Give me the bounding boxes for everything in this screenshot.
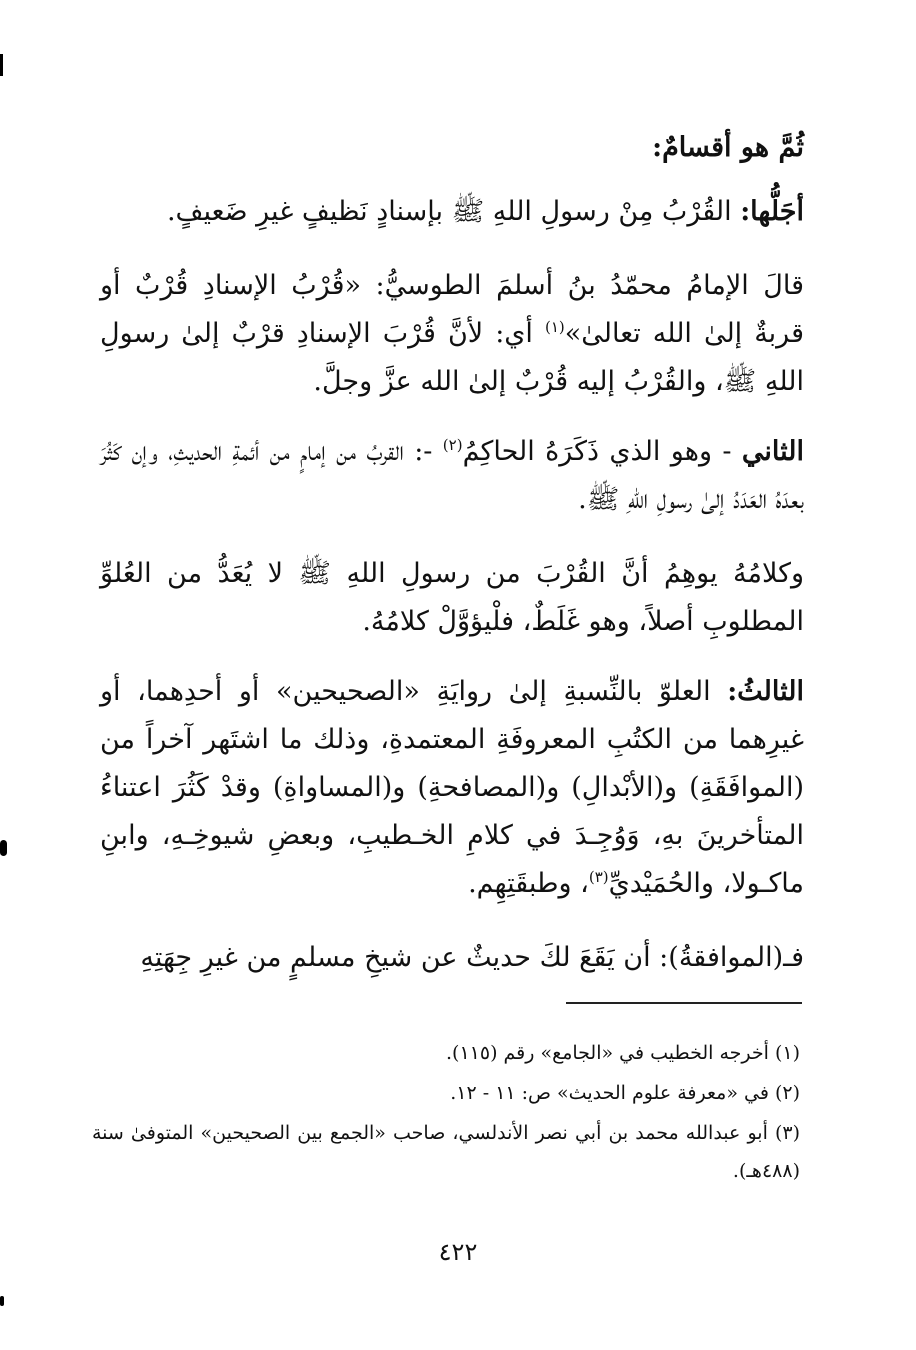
- footnote-2: (٢) في «معرفة علوم الحديث» ص: ١١ - ١٢.: [450, 1082, 800, 1104]
- section1-lead: أجَلُّها:: [740, 196, 804, 227]
- footnote-ref-3: (٣): [588, 868, 609, 886]
- section1-text: القُرْبُ مِنْ رسولِ اللهِ ﷺ بإسنادٍ نَظيفٍ غيرِ ضَعيفٍ.: [166, 196, 732, 227]
- last-text: فـ(الموافقةُ): أن يَقَعَ لكَ حديثٌ عن شيخِ مسلمٍ من غيرِ جِهَتِهِ: [140, 942, 804, 973]
- section3-text-2: ، وطبقَتِهِم.: [468, 868, 589, 899]
- section2-text-2: -: القربُ من إمامٍ من أئمةِ الحديثِ، وإن كَثُرَ بعدَهُ العَدَدُ إلىٰ رسولِ اللهِ ﷺ.: [100, 436, 804, 515]
- heading-text: ثُمَّ هو أقسامٌ:: [652, 132, 804, 163]
- paragraph-quote: [100, 262, 804, 406]
- footnote-1: (١) أخرجه الخطيب في «الجامع» رقم (١١٥).: [445, 1042, 800, 1064]
- footnote-3: (٣) أبو عبدالله محمد بن أبي نصر الأندلسي، صاحب «الجمع بين الصحيحين» المتوفىٰ سنة (٤٨٨هـ).: [92, 1122, 800, 1182]
- margin-scan-mark-middle: [0, 840, 7, 856]
- section3-text-1: العلوّ بالنِّسبةِ إلىٰ روايَةِ «الصحيحين» أو أحدِهما، أو غيرِهما من الكتُبِ المعروفَةِ المعتمدةِ، وذلك ما اشتَهر آخراً من (الموافَقَةِ) و(الأبْدالِ) و(المصافحةِ) و(المساواةِ) وقدْ كَثُرَ اعتناءُ المتأخرينَ بهِ، وَوُجِـدَ في كلامِ الخـطيبِ، وبعضِ شيوخِـهِ، وابنِ ماكـولا، والحُمَيْديِّ: [100, 676, 804, 899]
- section3-lead: الثالثُ:: [727, 676, 804, 707]
- footnote-ref-1: (١): [544, 318, 565, 336]
- section-heading: [100, 124, 804, 172]
- paragraph-section1: [100, 188, 804, 236]
- paragraph-last: [100, 934, 804, 982]
- quote-text-2: أي: لأنَّ قُرْبَ الإسنادِ قرْبٌ إلىٰ رسولِ اللهِ ﷺ، والقُرْبُ إليه قُرْبٌ إلىٰ الله عزَّ وجلَّ.: [100, 318, 804, 397]
- paragraph-note: [100, 550, 804, 646]
- paragraph-section3: [100, 668, 804, 908]
- quote-text-1: قالَ الإمامُ محمّدُ بنُ أسلمَ الطوسيُّ: «قُرْبُ الإسنادِ قُرْبٌ أو قربةٌ إلىٰ الله تعالىٰ»: [100, 270, 804, 349]
- footnote-divider: [566, 1002, 802, 1004]
- paragraph-section2: [100, 428, 804, 524]
- section2-lead: الثاني: [741, 436, 804, 467]
- section2-text-1: - وهو الذي ذَكَرَهُ الحاكِمُ: [462, 436, 732, 467]
- page-number: ٤٢٢: [438, 1238, 478, 1266]
- margin-scan-mark-top: [0, 54, 3, 76]
- margin-scan-mark-bottom: [0, 1296, 4, 1306]
- footnote-ref-2: (٢): [442, 436, 463, 454]
- note-text: وكلامُهُ يوهِمُ أنَّ القُرْبَ من رسولِ اللهِ ﷺ لا يُعَدُّ من العُلوِّ المطلوبِ أصلاً، وهو غَلَطٌ، فلْيؤوَّلْ كلامُهُ.: [100, 558, 804, 637]
